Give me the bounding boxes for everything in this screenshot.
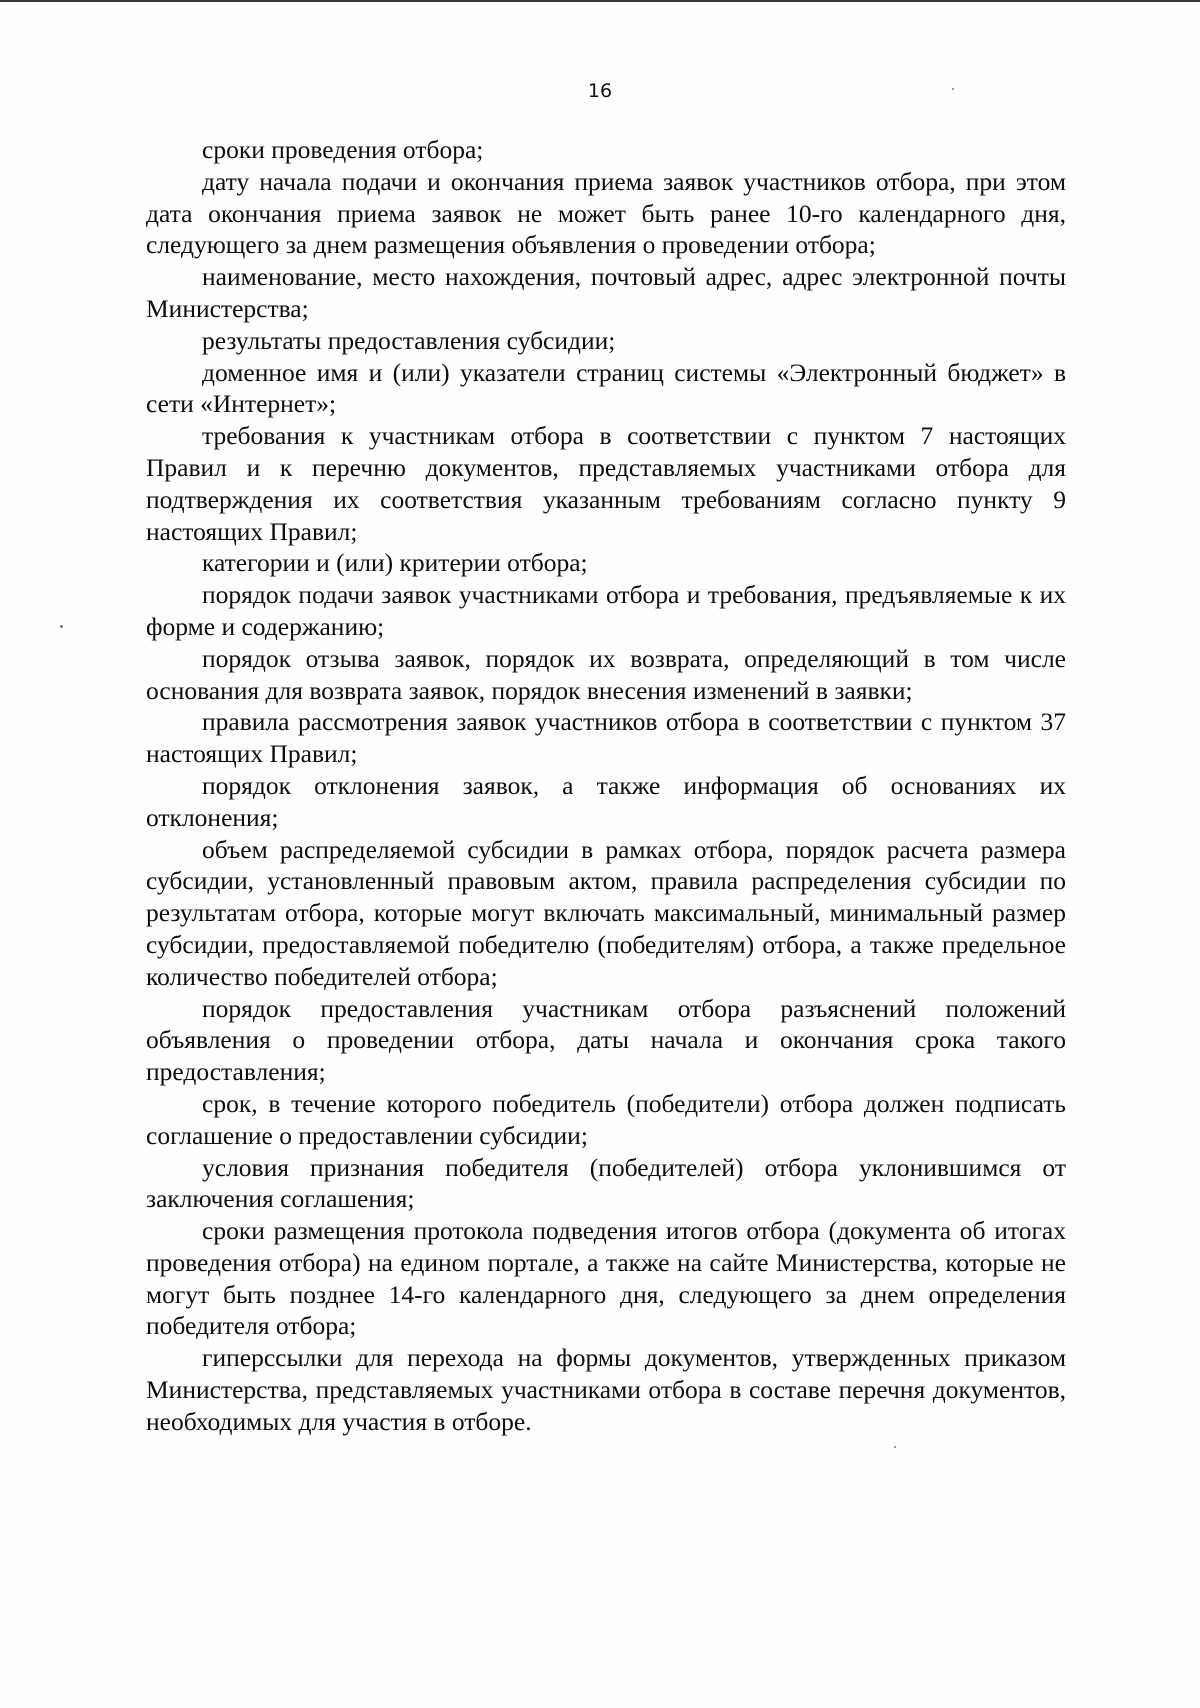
paragraph-item: срок, в течение которого победитель (победители) отбора должен подписать соглашение о предоставлении субсидии; [146,1088,1066,1150]
scan-speck [894,1446,896,1448]
paragraph-item: порядок отклонения заявок, а также информация об основаниях их отклонения; [146,770,1066,832]
paragraph-item: порядок предоставления участникам отбора разъяснений положений объявления о проведении отбора, даты начала и окончания срока такого предоставления; [146,993,1066,1087]
paragraph-item: наименование, место нахождения, почтовый адрес, адрес электронной почты Министерства; [146,262,1066,323]
paragraph-item: требования к участникам отбора в соответствии с пунктом 7 настоящих Правил и к перечню документов, представляемых участниками отбора для подтверждения их соответствия указанным требованиям согласно пункту 9 настоящих Правил; [146,421,1066,546]
paragraph-item: порядок подачи заявок участниками отбора и требования, предъявляемые к их форме и содержанию; [146,580,1066,641]
paragraph-item: порядок отзыва заявок, порядок их возврата, определяющий в том числе основания для возврата заявок, порядок внесения изменений в заявки; [146,643,1066,705]
paragraph-item: сроки проведения отбора; [202,135,484,164]
scan-speck [952,88,954,90]
document-body [146,134,1066,1438]
page-number: 16 [587,80,613,102]
paragraph-item: сроки размещения протокола подведения итогов отбора (документа об итогах проведения отбора) на едином портале, а также на сайте Министерства, которые не могут быть позднее 14-го календарного дня, следующего за днем определения победителя отбора; [146,1216,1066,1341]
paragraph-item: результаты предоставления субсидии; [202,325,616,355]
paragraph-item: доменное имя и (или) указатели страниц системы «Электронный бюджет» в сети «Интернет»; [146,357,1066,419]
paragraph-item: объем распределяемой субсидии в рамках отбора, порядок расчета размера субсидии, установленный правовым актом, правила распределения субсидии по результатам отбора, которые могут включать максимальный, минимальный размер субсидии, предоставляемой победителю (победителям) отбора, а также предельное количество победителей отбора; [146,834,1066,991]
scan-top-edge [0,0,1200,2]
paragraph-item: категории и (или) критерии отбора; [202,548,588,578]
paragraph-item: гиперссылки для перехода на формы документов, утвержденных приказом Министерства, представляемых участниками отбора в составе перечня документов, необходимых для участия в отборе. [146,1343,1066,1436]
paragraph-item: дату начала подачи и окончания приема заявок участников отбора, при этом дата окончания приема заявок не может быть ранее 10-го календарного дня, следующего за днем размещения объявления о проведении отбора; [146,166,1066,260]
scan-speck [60,625,63,628]
paragraph-item: правила рассмотрения заявок участников отбора в соответствии с пунктом 37 настоящих Правил; [146,707,1066,769]
paragraph-item: условия признания победителя (победителей) отбора уклонившимся от заключения соглашения; [146,1152,1066,1214]
